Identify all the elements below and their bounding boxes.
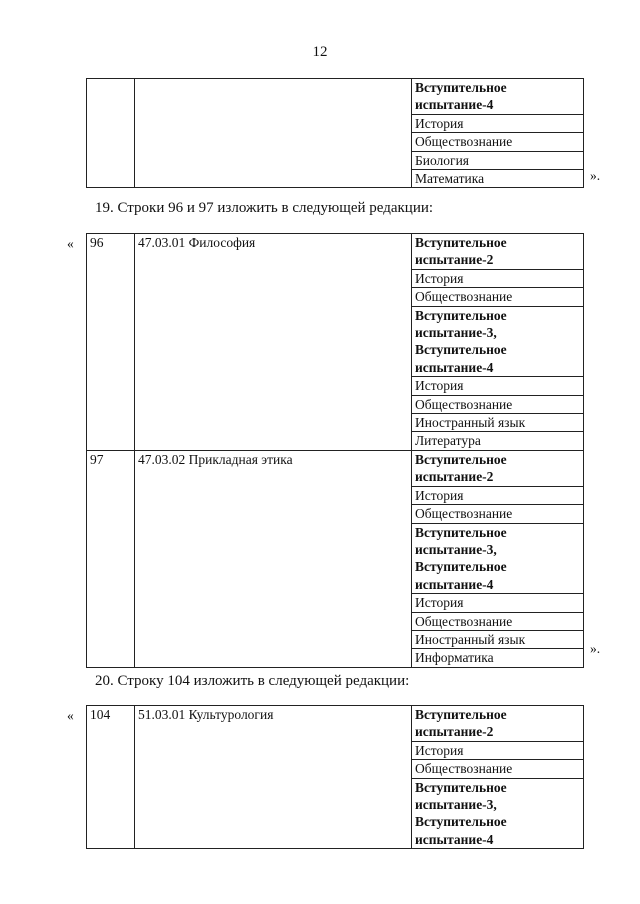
exam-subject: Обществознание xyxy=(412,612,584,630)
exam-subject: История xyxy=(412,377,584,395)
table-row xyxy=(87,706,584,742)
exam-subject: История xyxy=(412,594,584,612)
continuation-table xyxy=(86,78,584,188)
row-104-table xyxy=(86,705,584,849)
exam-group-header: Вступительное испытание-3, Вступительное испытание-4 xyxy=(412,306,584,377)
exam-group-header: Вступительное испытание-3, Вступительное испытание-4 xyxy=(412,778,584,849)
exam-group-header: Вступительное испытание-2 xyxy=(412,234,584,270)
exam-subject: Обществознание xyxy=(412,760,584,778)
exam-subject: Обществознание xyxy=(412,505,584,523)
exam-subject: Обществознание xyxy=(412,288,584,306)
exam-subject: Иностранный язык xyxy=(412,414,584,432)
exam-group-header: Вступительное испытание-3, Вступительное испытание-4 xyxy=(412,523,584,594)
instruction-19: 19. Строки 96 и 97 изложить в следующей редакции: xyxy=(95,200,434,216)
page-number: 12 xyxy=(312,44,328,60)
table-row xyxy=(87,79,584,115)
rows-96-97-table xyxy=(86,233,584,668)
opening-quote: « xyxy=(67,708,74,723)
exam-subject: Биология xyxy=(412,151,584,169)
row-number xyxy=(87,79,135,188)
row-number: 104 xyxy=(87,706,135,849)
exam-subject: Обществознание xyxy=(412,133,584,151)
table-row xyxy=(87,450,584,486)
exam-subject: История xyxy=(412,269,584,287)
exam-group-header: Вступительное испытание-2 xyxy=(412,706,584,742)
exam-subject: История xyxy=(412,741,584,759)
exam-subject: История xyxy=(412,114,584,132)
exam-subject: Обществознание xyxy=(412,395,584,413)
table-row xyxy=(87,234,584,270)
direction-name: 47.03.01 Философия xyxy=(135,234,412,451)
exam-subject: Математика xyxy=(412,170,584,188)
opening-quote: « xyxy=(67,236,74,251)
exam-group-header: Вступительное испытание-4 xyxy=(412,79,584,115)
direction-name: 51.03.01 Культурология xyxy=(135,706,412,849)
exam-subject: Литература xyxy=(412,432,584,450)
closing-quote: ». xyxy=(590,641,601,656)
exam-subject: История xyxy=(412,486,584,504)
exam-subject: Информатика xyxy=(412,649,584,667)
exam-subject: Иностранный язык xyxy=(412,630,584,648)
closing-quote: ». xyxy=(590,168,601,183)
row-number: 96 xyxy=(87,234,135,451)
row-number: 97 xyxy=(87,450,135,667)
exam-group-header: Вступительное испытание-2 xyxy=(412,450,584,486)
direction-name: 47.03.02 Прикладная этика xyxy=(135,450,412,667)
instruction-20: 20. Строку 104 изложить в следующей редакции: xyxy=(95,673,410,689)
direction-name xyxy=(135,79,412,188)
